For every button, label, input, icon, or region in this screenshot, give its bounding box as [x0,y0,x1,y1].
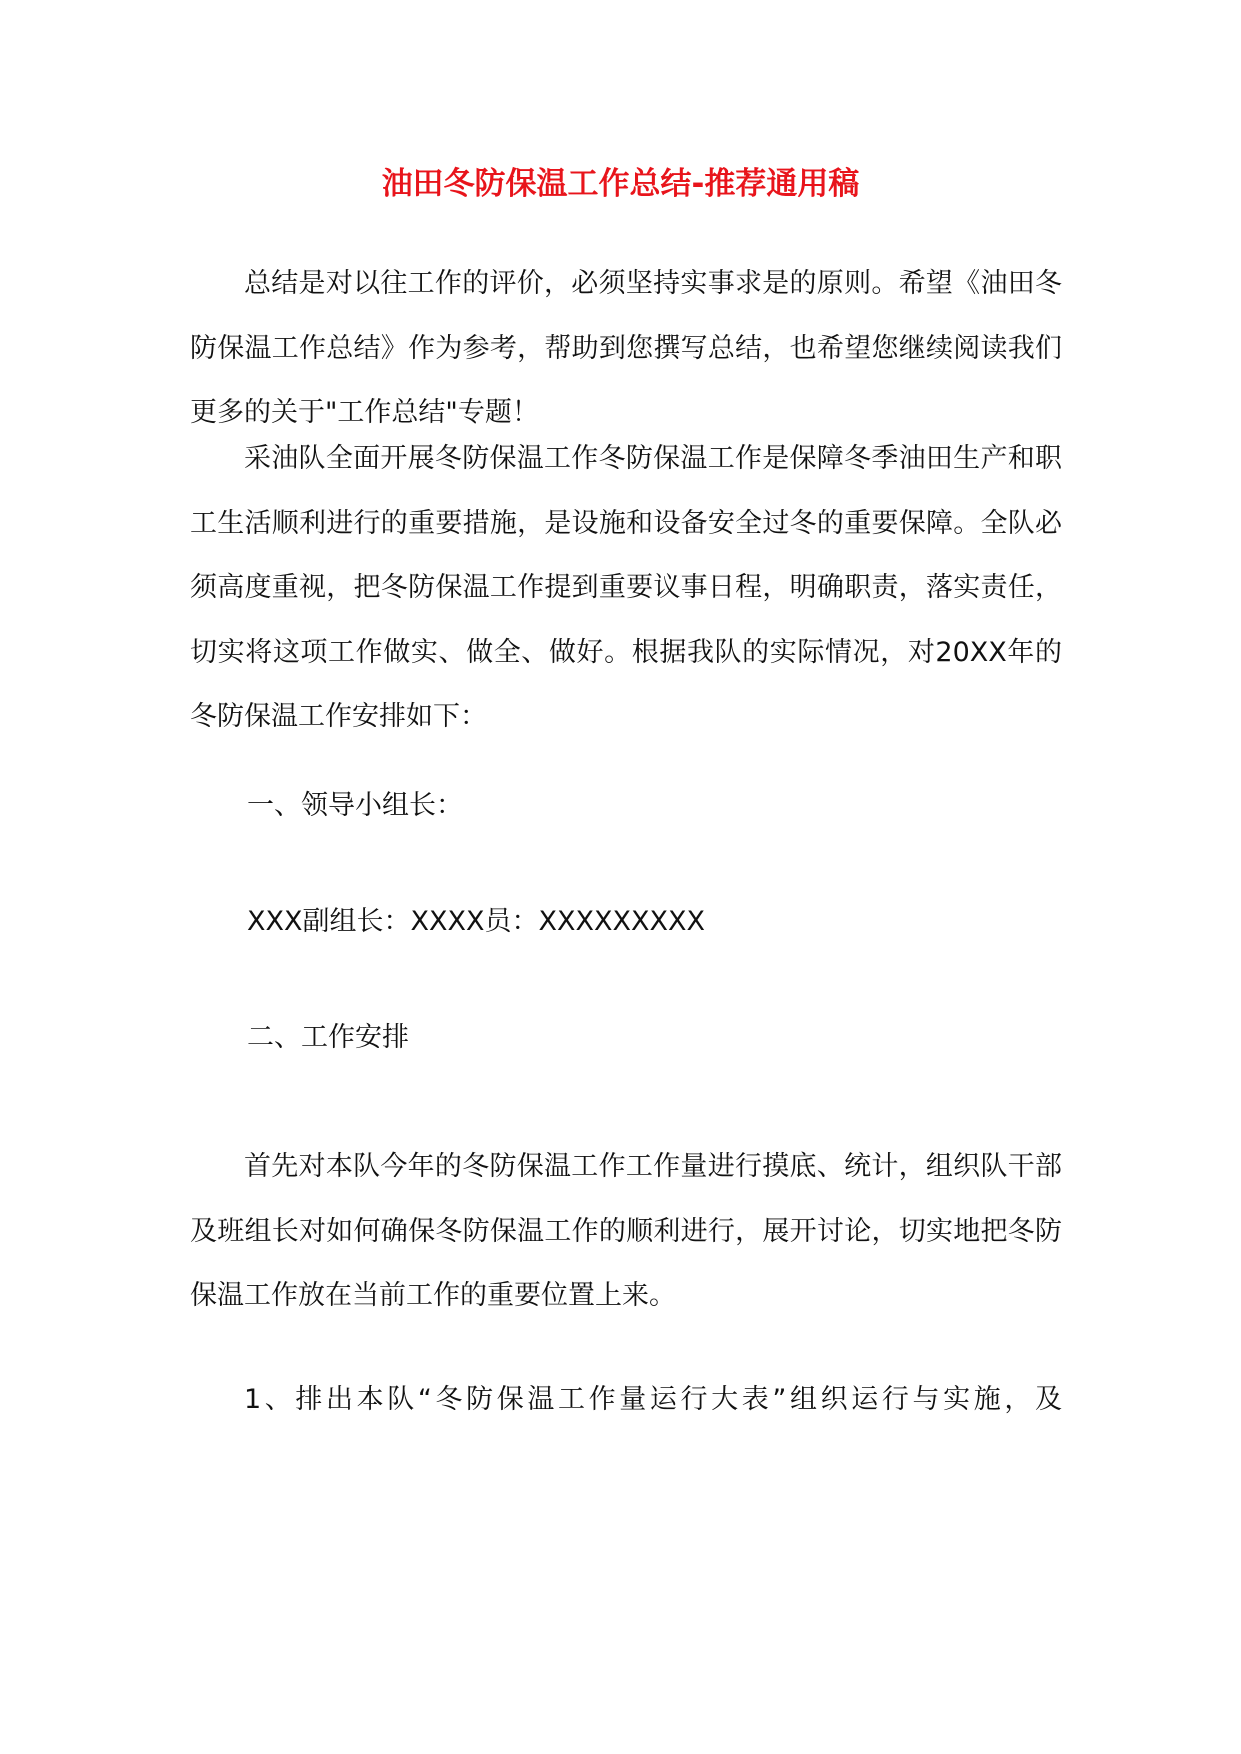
intro-paragraph: 总结是对以往工作的评价，必须坚持实事求是的原则。希望《油田冬防保温工作总结》作为参考，帮助到您撰写总结，也希望您继续阅读我们更多的关于"工作总结"专题！ [190,268,1062,428]
section-heading-leadership: 一、领导小组长： [247,790,463,821]
item-1-paragraph: 1、排出本队“冬防保温工作量运行大表”组织运行与实施，及 [244,1384,1062,1415]
first-step-paragraph: 首先对本队今年的冬防保温工作工作量进行摸底、统计，组织队干部及班组长对如何确保冬防保温工作的顺利进行，展开讨论，切实地把冬防保温工作放在当前工作的重要位置上来。 [190,1151,1062,1311]
document-title: 油田冬防保温工作总结-推荐通用稿 [381,166,860,202]
leadership-members: XXX副组长：XXXX员：XXXXXXXXX [247,906,705,937]
overview-paragraph: 采油队全面开展冬防保温工作冬防保温工作是保障冬季油田生产和职工生活顺利进行的重要措施，是设施和设备安全过冬的重要保障。全队必须高度重视，把冬防保温工作提到重要议事日程，明确职责，落实责任，切实将这项工作做实、做全、做好。根据我队的实际情况，对20XX年的冬防保温工作安排如下： [190,443,1062,732]
section-heading-work-arrangement: 二、工作安排 [247,1022,409,1053]
